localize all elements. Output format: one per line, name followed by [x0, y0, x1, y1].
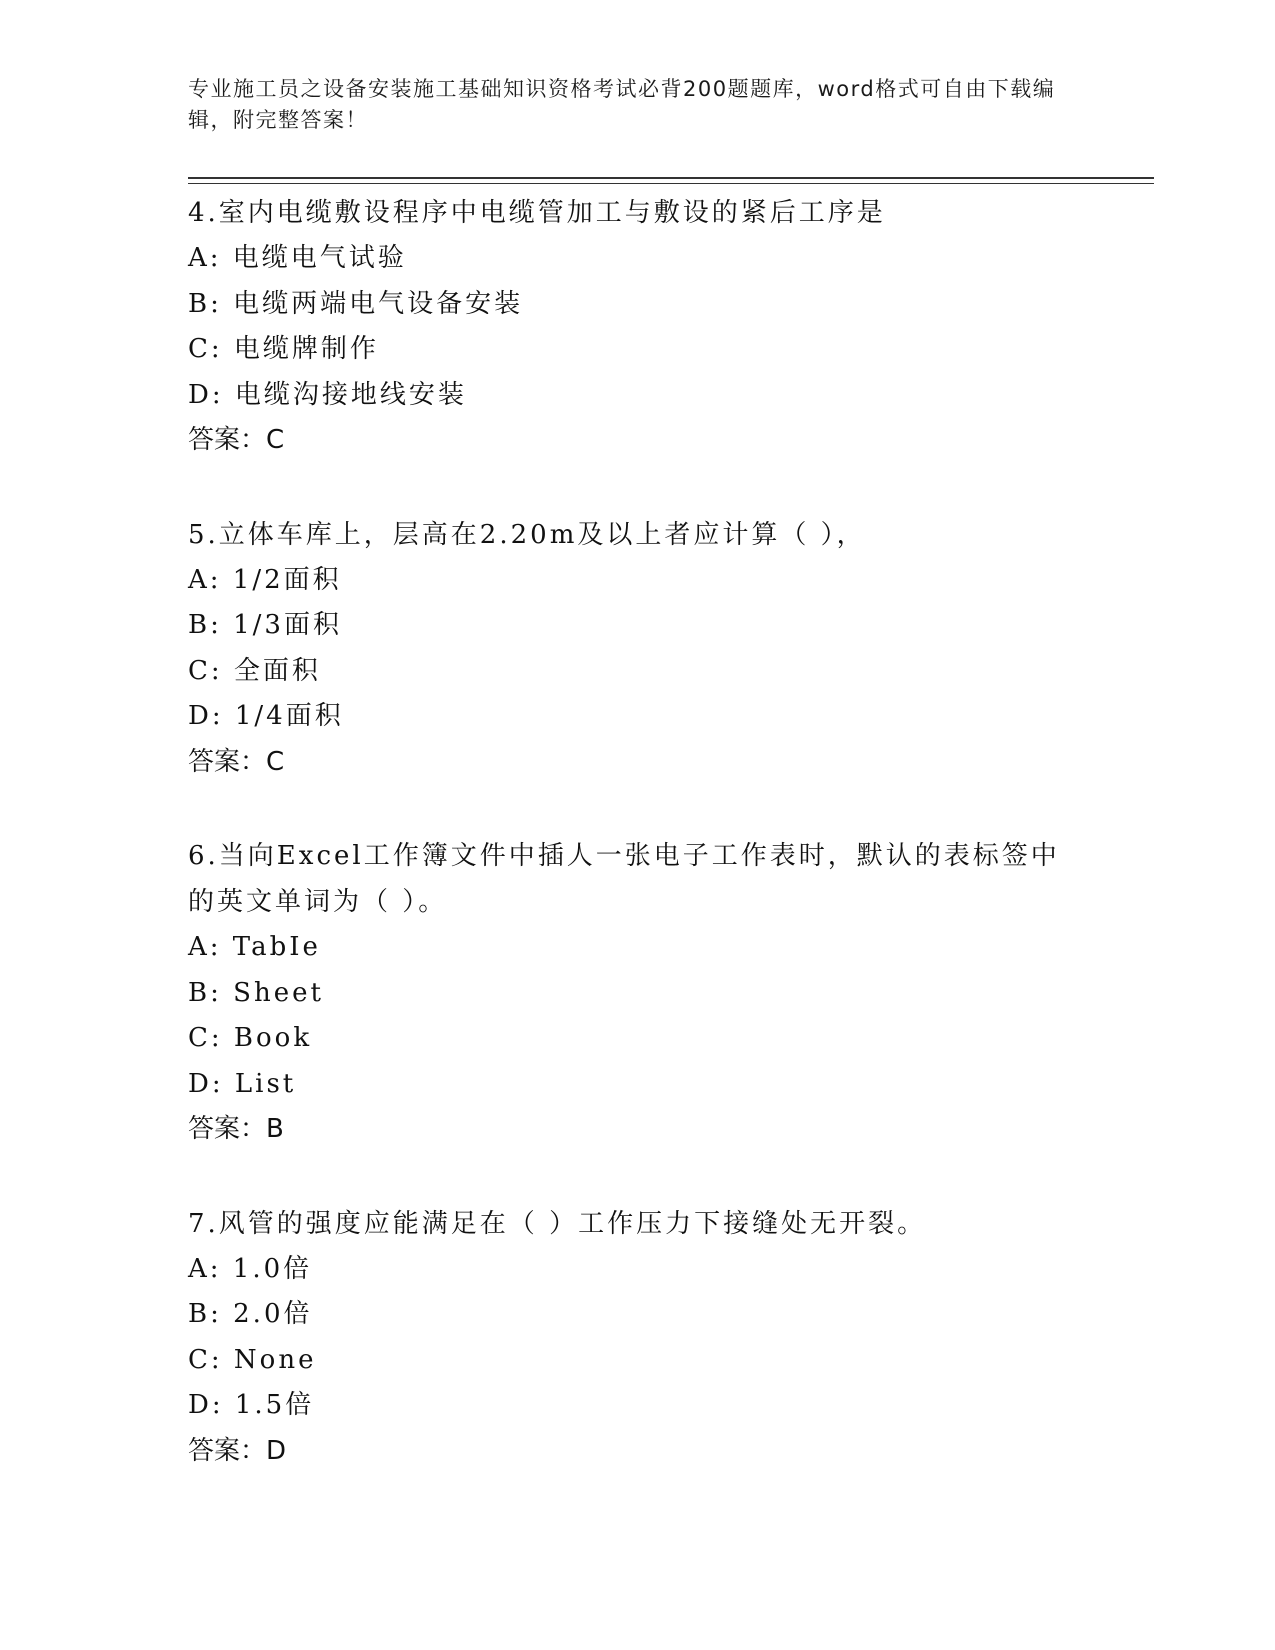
- option-b: B: 2.0倍: [188, 1299, 313, 1329]
- option-b: B: 1/3面积: [188, 610, 342, 640]
- question-6: [188, 833, 1068, 1153]
- option-c: C: 全面积: [188, 655, 321, 686]
- option-c: C: None: [188, 1344, 317, 1375]
- question-stem: 6.当向Excel工作簿文件中插人一张电子工作表时，默认的表标签中的英文单词为（ ）。: [188, 841, 1060, 917]
- answer: 答案：C: [188, 746, 285, 777]
- answer: 答案：C: [188, 425, 285, 455]
- question-4: [188, 190, 1068, 464]
- question-stem: 4.室内电缆敷设程序中电缆管加工与敷设的紧后工序是: [188, 198, 886, 228]
- answer: 答案：B: [188, 1114, 284, 1144]
- option-a: A: TabIe: [188, 932, 321, 962]
- header-divider-thin: [188, 183, 1154, 184]
- question-7: [188, 1201, 1068, 1475]
- option-c: C: Book: [188, 1023, 313, 1053]
- document-intro: 专业施工员之设备安装施工基础知识资格考试必背200题题库，word格式可自由下载编辑，附完整答案！: [188, 77, 1056, 132]
- answer: 答案：D: [188, 1435, 287, 1466]
- question-5: [188, 512, 1068, 786]
- question-list: [188, 190, 1068, 1522]
- header-divider-thick: [188, 177, 1154, 179]
- option-d: D: 1/4面积: [188, 701, 344, 731]
- question-stem: 5.立体车库上，层高在2.20m及以上者应计算（ ），: [188, 519, 866, 550]
- option-a: A: 1.0倍: [188, 1253, 313, 1284]
- option-a: A: 电缆电气试验: [188, 243, 407, 273]
- option-b: B: 电缆两端电气设备安装: [188, 288, 524, 319]
- option-b: B: Sheet: [188, 977, 324, 1008]
- option-d: D: 电缆沟接地线安装: [188, 379, 467, 410]
- option-a: A: 1/2面积: [188, 564, 342, 595]
- option-d: D: List: [188, 1068, 297, 1099]
- option-c: C: 电缆牌制作: [188, 334, 379, 364]
- option-d: D: 1.5倍: [188, 1390, 315, 1420]
- question-stem: 7.风管的强度应能满足在（ ）工作压力下接缝处无开裂。: [188, 1208, 927, 1239]
